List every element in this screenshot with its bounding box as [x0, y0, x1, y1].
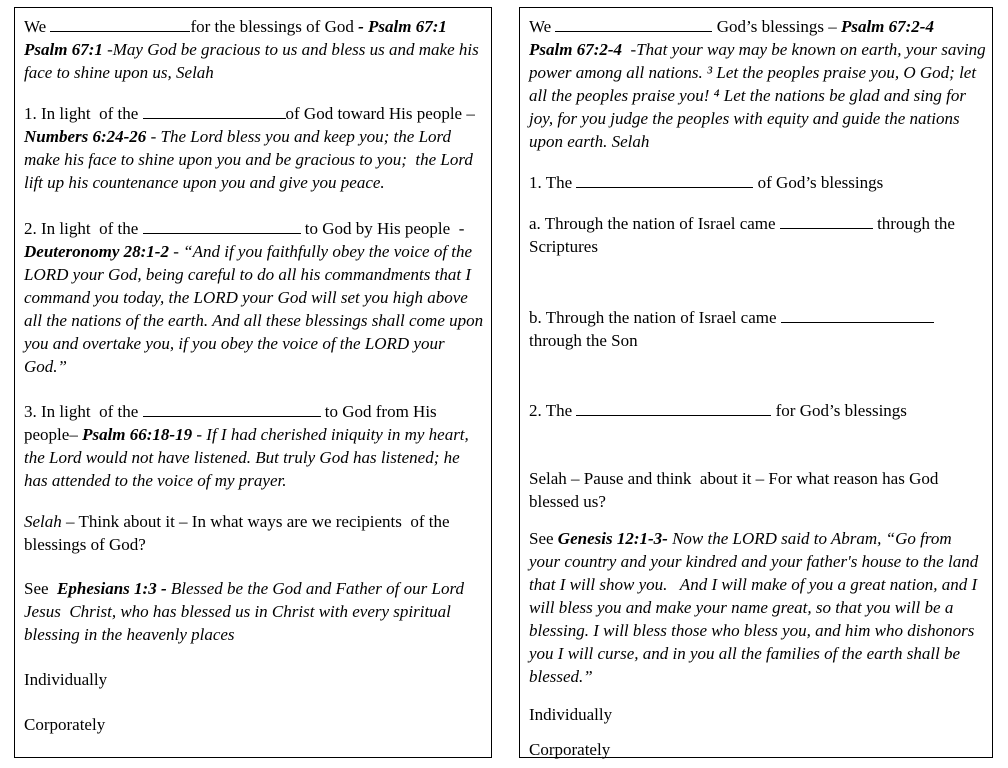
right-worksheet-panel	[519, 7, 993, 758]
individually-label	[24, 668, 486, 691]
item-text: 1. The	[529, 173, 577, 192]
see-reference-paragraph	[24, 577, 486, 646]
item-text: 2. The	[529, 401, 577, 420]
scripture-reference: Psalm 67:1	[24, 40, 103, 59]
scripture-quote: The Lord bless you and keep you; the Lord make his face to shine upon you and be gracious to you; the Lord lift up his countenance upon you and give you peace.	[24, 127, 478, 192]
selah-prompt	[529, 467, 987, 513]
intro-text: We	[529, 17, 556, 36]
intro-text-after-blank: God’s blessings –	[712, 17, 841, 36]
fill-in-blank	[143, 101, 286, 119]
individually-text: Individually	[24, 670, 108, 689]
scripture-reference: Ephesians 1:3 -	[57, 579, 171, 598]
item-text-after-blank: through the Scriptures	[529, 214, 960, 256]
scripture-quote: If I had cherished iniquity in my heart, the Lord would not have listened. But truly God has listened; he has attended to the voice of my prayer.	[24, 425, 474, 490]
fill-in-blank	[50, 14, 190, 32]
corporately-text: Corporately	[24, 715, 106, 734]
item-text-after-blank: to God by His people -	[300, 219, 469, 238]
corporately-label	[24, 713, 486, 736]
see-reference-paragraph	[529, 527, 987, 688]
separator: -	[146, 127, 161, 146]
selah-text: – Think about it – In what ways are we recipients of the blessings of God?	[24, 512, 454, 554]
item-text: 2. In light of the	[24, 219, 143, 238]
individually-text: Individually	[529, 705, 613, 724]
selah-text: Selah – Pause and think about it – For what reason has God blessed us?	[529, 469, 943, 511]
scripture-reference: Numbers 6:24-26	[24, 127, 147, 146]
scripture-quote: Blessed be the God and Father of our Lord Jesus Christ, who has blessed us in Christ with every spiritual blessing in the heavenly places	[24, 579, 469, 644]
sub-item-a	[529, 211, 987, 258]
fill-in-blank	[576, 170, 753, 188]
fill-in-blank	[143, 399, 321, 417]
numbered-item-1	[24, 101, 486, 194]
scripture-reference: Genesis 12:1-3-	[557, 529, 668, 548]
intro-text: We	[24, 17, 51, 36]
item-text-after-blank: through the Son	[529, 308, 939, 350]
numbered-item-2	[529, 398, 987, 422]
corporately-text: Corporately	[529, 740, 611, 759]
scripture-reference: - Psalm 67:1	[358, 17, 447, 36]
scripture-quote: -May God be gracious to us and bless us and make his face to shine upon us, Selah	[24, 40, 483, 82]
item-text: 1. In light of the	[24, 104, 143, 123]
item-text-after-blank: of God’s blessings	[753, 173, 884, 192]
fill-in-blank	[780, 211, 873, 229]
see-label: See	[24, 579, 58, 598]
item-text-after-blank: to God from His people–	[24, 402, 441, 444]
item-text: b. Through the nation of Israel came	[529, 308, 781, 327]
scripture-reference: Psalm 67:2-4	[840, 17, 934, 36]
intro-paragraph	[529, 14, 990, 153]
scripture-reference: Deuteronomy 28:1-2	[24, 242, 169, 261]
numbered-item-2	[24, 216, 486, 378]
item-text: a. Through the nation of Israel came	[529, 214, 780, 233]
separator: -	[192, 425, 207, 444]
individually-label	[529, 703, 987, 726]
selah-word: Selah	[24, 512, 62, 531]
selah-prompt	[24, 510, 486, 556]
scripture-quote: “And if you faithfully obey the voice of the LORD your God, being careful to do all his commandments that I command you today, the LORD your God will set you high above all the nations of the earth. And all these blessings shall come upon you and overtake you, if you obey the voice of the LORD your God.”	[24, 242, 488, 376]
scripture-quote: -That your way may be known on earth, your saving power among all nations. ³ Let the peoples praise you, O God; let all the peoples praise you! ⁴ Let the nations be glad and sing for joy, for you judge the peoples with equity and guide the nations upon earth. Selah	[529, 40, 990, 151]
scripture-quote: Now the LORD said to Abram, “Go from your country and your kindred and your father's house to the land that I will show you. And I will make of you a great nation, and I will bless you and make your name great, so that you will be a blessing. I will bless those who bless you, and him who dishonors you I will curse, and in you all the families of the earth shall be blessed.”	[529, 529, 983, 686]
fill-in-blank	[781, 305, 934, 323]
intro-text-after-blank: for the blessings of God	[190, 17, 359, 36]
numbered-item-3	[24, 399, 486, 492]
numbered-item-1	[529, 170, 987, 194]
sub-item-b	[529, 305, 987, 352]
fill-in-blank	[576, 398, 771, 416]
fill-in-blank	[555, 14, 712, 32]
item-text: 3. In light of the	[24, 402, 143, 421]
scripture-reference: Psalm 66:18-19	[82, 425, 193, 444]
scripture-reference: Psalm 67:2-4	[529, 40, 627, 59]
corporately-label	[529, 738, 987, 761]
item-text-after-blank: for God’s blessings	[771, 401, 907, 420]
separator: -	[168, 242, 184, 261]
left-worksheet-panel	[14, 7, 492, 758]
see-label: See	[529, 529, 558, 548]
intro-paragraph	[24, 14, 486, 84]
item-text-after-blank: of God toward His people –	[285, 104, 480, 123]
fill-in-blank	[143, 216, 301, 234]
